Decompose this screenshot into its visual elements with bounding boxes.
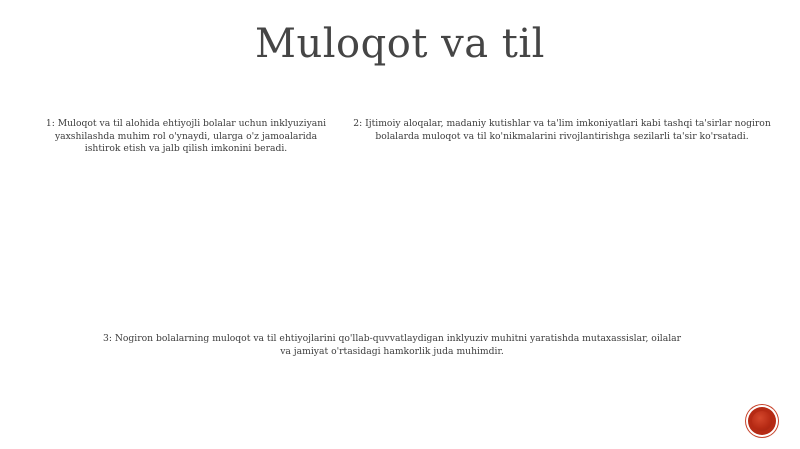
slide-title: Muloqot va til bbox=[255, 21, 545, 67]
paragraph-2: 2: Ijtimoiy aloqalar, madaniy kutishlar va ta'lim imkoniyatlari kabi tashqi ta'sirlar nogiron bolalarda muloqot va til ko'nikmalarini rivojlantirishga sezilarli ta'sir ko'rsatadi. bbox=[353, 118, 771, 142]
paragraph-3: 3: Nogiron bolalarning muloqot va til ehtiyojlarini qo'llab-quvvatlaydigan inklyuziv muhitni yaratishda mutaxassislar, oilalar va jamiyat o'rtasidagi hamkorlik juda muhimdir. bbox=[102, 333, 681, 357]
paragraph-1: 1: Muloqot va til alohida ehtiyojli bolalar uchun inklyuziyani yaxshilashda muhim rol o'ynaydi, ularga o'z jamoalarida ishtirok etish va jalb qilish imkonini beradi. bbox=[45, 118, 327, 154]
slide-nav-button[interactable] bbox=[748, 407, 776, 435]
circle-nav-icon bbox=[752, 411, 772, 431]
